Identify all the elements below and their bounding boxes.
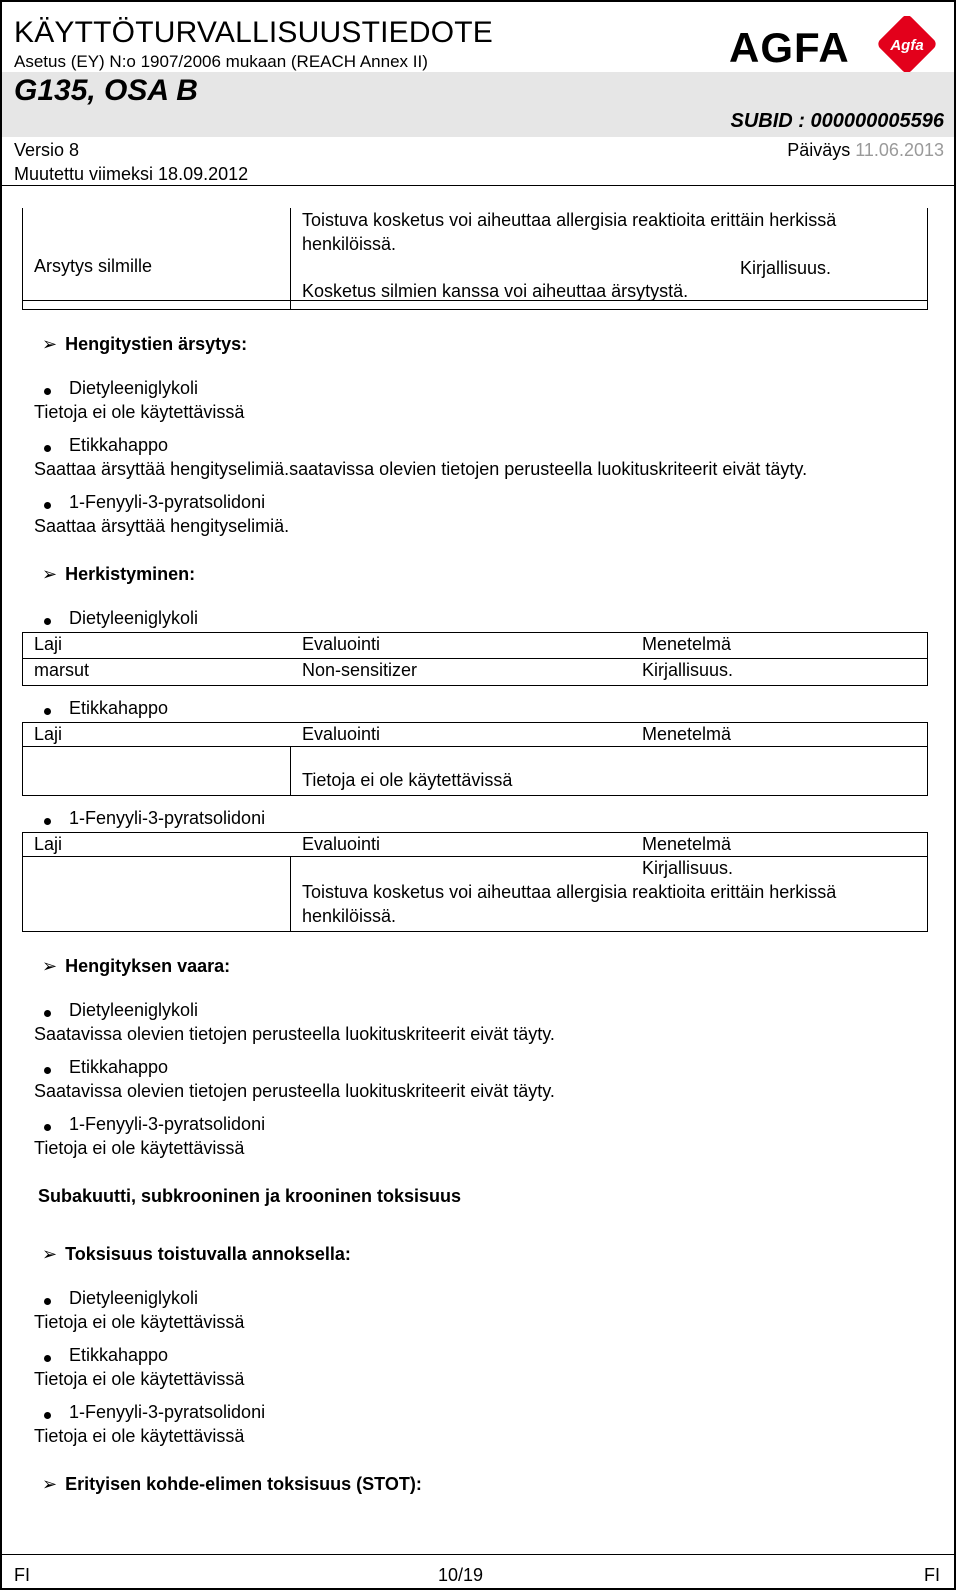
regulation-text: Asetus (EY) N:o 1907/2006 mukaan (REACH Annex II) bbox=[14, 52, 428, 71]
document-title: KÄYTTÖTURVALLISUUSTIEDOTE bbox=[14, 16, 493, 49]
list-item-text: Saattaa ärsyttää hengityselimiä.saatavissa olevien tietojen perusteella luokituskriteerit eivät täyty. bbox=[34, 459, 808, 479]
eye-irritation-line2: henkilöissä. bbox=[302, 234, 397, 254]
arrow-icon: ➢ bbox=[42, 956, 58, 976]
bullet-icon bbox=[44, 618, 51, 625]
agfa-logo bbox=[729, 16, 944, 72]
respiratory-irritation-heading: ➢ Hengitystien ärsytys: bbox=[42, 334, 248, 354]
eye-irritation-line1: Toistuva kosketus voi aiheuttaa allergisia reaktioita erittäin herkissä bbox=[302, 210, 837, 230]
last-modified: Muutettu viimeksi 18.09.2012 bbox=[14, 164, 249, 184]
bullet-icon bbox=[44, 1124, 51, 1131]
list-item-text: Saatavissa olevien tietojen perusteella luokituskriteerit eivät täyty. bbox=[34, 1024, 555, 1044]
footer-lang-right: FI bbox=[924, 1565, 940, 1585]
arrow-icon: ➢ bbox=[42, 334, 58, 354]
logo-wordmark: AGFA bbox=[729, 24, 850, 71]
list-item-text: Tietoja ei ole käytettävissä bbox=[34, 1369, 245, 1389]
table-header-species: Laji bbox=[34, 634, 63, 654]
table-cell: Toistuva kosketus voi aiheuttaa allergisia reaktioita erittäin herkissä bbox=[302, 882, 837, 902]
table-cell: Kirjallisuus. bbox=[642, 660, 734, 680]
table-header-evaluation: Evaluointi bbox=[302, 634, 381, 654]
list-item-text: Tietoja ei ole käytettävissä bbox=[34, 402, 245, 422]
table-cell: henkilöissä. bbox=[302, 906, 397, 926]
date-label: Päiväys bbox=[787, 140, 851, 160]
bullet-icon bbox=[44, 502, 51, 509]
table-header-evaluation: Evaluointi bbox=[302, 724, 381, 744]
list-item: Etikkahappo bbox=[44, 698, 168, 719]
bullet-icon bbox=[44, 1067, 51, 1074]
table-cell: Non-sensitizer bbox=[302, 660, 418, 680]
list-item: Dietyleeniglykoli bbox=[44, 1288, 198, 1309]
table-header-method: Menetelmä bbox=[642, 634, 732, 654]
list-item: 1-Fenyyli-3-pyratsolidoni bbox=[44, 492, 265, 513]
list-item: 1-Fenyyli-3-pyratsolidoni bbox=[44, 1402, 265, 1423]
bullet-icon bbox=[44, 1412, 51, 1419]
subid: SUBID : 000000005596 bbox=[730, 110, 944, 132]
arrow-icon: ➢ bbox=[42, 1474, 58, 1494]
list-item-text: Tietoja ei ole käytettävissä bbox=[34, 1426, 245, 1446]
list-item: Etikkahappo bbox=[44, 1057, 168, 1078]
aspiration-heading: ➢ Hengityksen vaara: bbox=[42, 956, 231, 976]
arrow-icon: ➢ bbox=[42, 1244, 58, 1264]
table-cell: Tietoja ei ole käytettävissä bbox=[302, 770, 513, 790]
bullet-icon bbox=[44, 1298, 51, 1305]
list-item-text: Saatavissa olevien tietojen perusteella luokituskriteerit eivät täyty. bbox=[34, 1081, 555, 1101]
bullet-icon bbox=[44, 445, 51, 452]
subacute-heading: Subakuutti, subkrooninen ja krooninen toksisuus bbox=[38, 1186, 462, 1206]
version: Versio 8 bbox=[14, 140, 80, 160]
product-name: G135, OSA B bbox=[14, 74, 198, 107]
logo-badge-text: Agfa bbox=[890, 37, 924, 54]
bullet-icon bbox=[44, 388, 51, 395]
table-header-evaluation: Evaluointi bbox=[302, 834, 381, 854]
list-item: Dietyleeniglykoli bbox=[44, 1000, 198, 1021]
table-cell: Kirjallisuus. bbox=[642, 858, 734, 878]
list-item: Etikkahappo bbox=[44, 1345, 168, 1366]
document-header bbox=[2, 2, 954, 186]
document-footer bbox=[2, 1554, 954, 1590]
date bbox=[787, 140, 944, 161]
eye-irritation-label: Arsytys silmille bbox=[34, 256, 153, 276]
list-item: 1-Fenyyli-3-pyratsolidoni bbox=[44, 808, 265, 829]
eye-irritation-source: Kirjallisuus. bbox=[740, 258, 832, 278]
sensitization-heading: ➢ Herkistyminen: bbox=[42, 564, 196, 584]
sensitization-table-1 bbox=[22, 632, 928, 686]
footer-lang-left: FI bbox=[14, 1565, 30, 1585]
table-header-species: Laji bbox=[34, 834, 63, 854]
table-header-species: Laji bbox=[34, 724, 63, 744]
bullet-icon bbox=[44, 818, 51, 825]
table-cell: marsut bbox=[34, 660, 90, 680]
table-header-method: Menetelmä bbox=[642, 724, 732, 744]
page-number: 10/19 bbox=[438, 1565, 484, 1585]
list-item: Dietyleeniglykoli bbox=[44, 378, 198, 399]
list-item-text: Saattaa ärsyttää hengityselimiä. bbox=[34, 516, 290, 536]
eye-irritation-line3: Kosketus silmien kanssa voi aiheuttaa ärsytystä. bbox=[302, 281, 689, 301]
list-item-text: Tietoja ei ole käytettävissä bbox=[34, 1138, 245, 1158]
list-item: Dietyleeniglykoli bbox=[44, 608, 198, 629]
bullet-icon bbox=[44, 708, 51, 715]
arrow-icon: ➢ bbox=[42, 564, 58, 584]
bullet-icon bbox=[44, 1010, 51, 1017]
date-value: 11.06.2013 bbox=[855, 140, 944, 160]
bullet-icon bbox=[44, 1355, 51, 1362]
list-item-text: Tietoja ei ole käytettävissä bbox=[34, 1312, 245, 1332]
list-item: Etikkahappo bbox=[44, 435, 168, 456]
table-header-method: Menetelmä bbox=[642, 834, 732, 854]
list-item: 1-Fenyyli-3-pyratsolidoni bbox=[44, 1114, 265, 1135]
repeated-dose-heading: ➢ Toksisuus toistuvalla annoksella: bbox=[42, 1244, 351, 1264]
stot-heading: ➢ Erityisen kohde-elimen toksisuus (STOT): bbox=[42, 1474, 422, 1494]
